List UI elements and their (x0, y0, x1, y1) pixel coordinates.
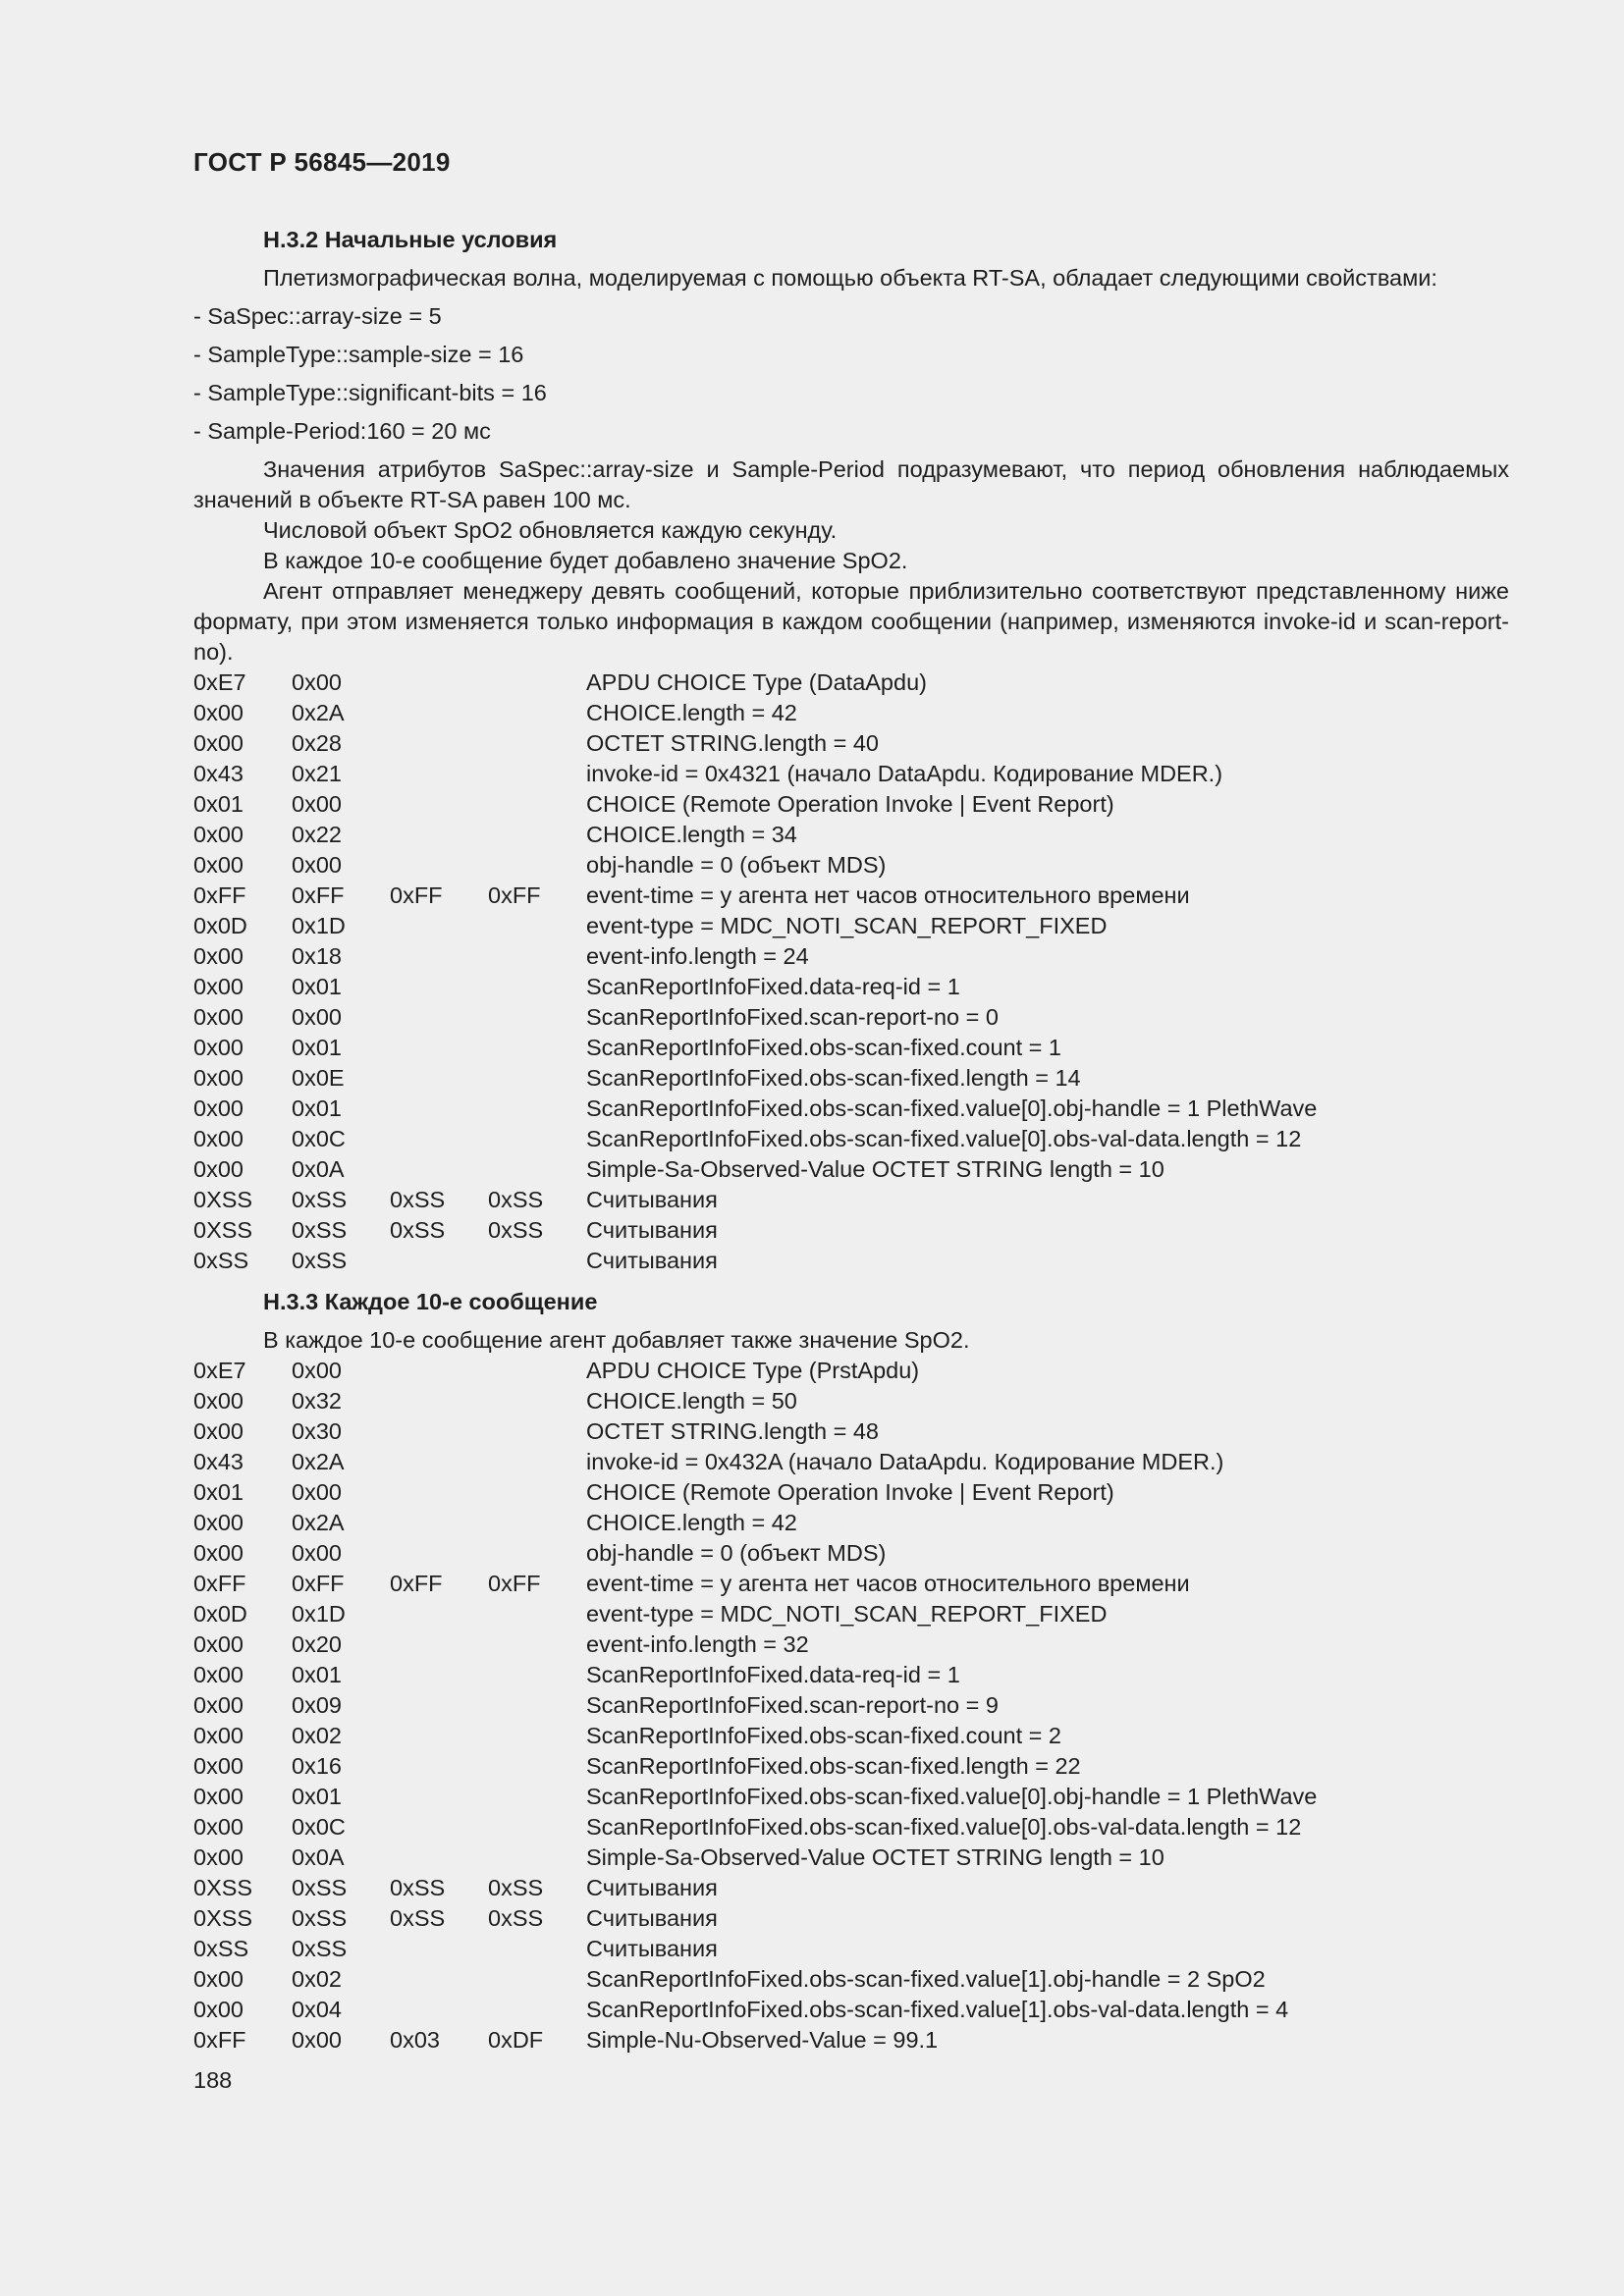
byte-value (390, 820, 488, 850)
byte-value (390, 1508, 488, 1538)
byte-row (193, 1569, 1509, 1599)
byte-value (390, 1995, 488, 2025)
byte-value (488, 1690, 586, 1721)
byte-value (488, 1508, 586, 1538)
byte-value: 0xFF (193, 882, 246, 908)
byte-description: CHOICE (Remote Operation Invoke | Event Report) (586, 791, 1114, 817)
byte-value: 0x00 (193, 1004, 244, 1030)
byte-description: obj-handle = 0 (объект MDS) (586, 1540, 887, 1566)
byte-description: obj-handle = 0 (объект MDS) (586, 852, 887, 878)
byte-value: 0x00 (193, 943, 244, 969)
byte-description: OCTET STRING.length = 40 (586, 730, 879, 756)
byte-value: 0xFF (292, 882, 345, 908)
byte-value (488, 1934, 586, 1964)
byte-row (193, 1873, 1509, 1903)
byte-value: 0x00 (193, 1784, 244, 1809)
byte-value (390, 1416, 488, 1447)
byte-value: 0xSS (390, 1217, 446, 1243)
byte-value: 0xSS (292, 1875, 348, 1900)
byte-value (488, 1538, 586, 1569)
byte-value: 0x00 (193, 1388, 244, 1414)
byte-description: event-time = у агента нет часов относительного времени (586, 882, 1190, 908)
byte-value (390, 1124, 488, 1154)
byte-value (390, 667, 488, 698)
byte-value: 0x03 (390, 2027, 440, 2053)
byte-value: 0x00 (193, 1418, 244, 1444)
byte-value (488, 789, 586, 820)
byte-value (488, 1033, 586, 1063)
byte-value: 0x01 (292, 1095, 342, 1121)
list-item: - SampleType::sample-size = 16 (193, 342, 524, 367)
byte-row (193, 1094, 1509, 1124)
byte-value: 0x01 (292, 974, 342, 999)
byte-value (488, 1063, 586, 1094)
byte-value (390, 1629, 488, 1660)
byte-row (193, 789, 1509, 820)
byte-row (193, 1660, 1509, 1690)
byte-value: 0x00 (193, 822, 244, 847)
byte-value: 0x00 (193, 1997, 244, 2022)
byte-row (193, 1629, 1509, 1660)
byte-row (193, 1447, 1509, 1477)
list-item: - SampleType::significant-bits = 16 (193, 380, 547, 405)
byte-row (193, 972, 1509, 1002)
byte-value: 0x02 (292, 1966, 342, 1992)
byte-value (390, 1063, 488, 1094)
byte-description: APDU CHOICE Type (DataApdu) (586, 669, 927, 695)
byte-value: 0x2A (292, 1449, 345, 1474)
byte-description: ScanReportInfoFixed.obs-scan-fixed.value[1].obj-handle = 2 SpO2 (586, 1966, 1266, 1992)
byte-value: 0x00 (193, 1753, 244, 1779)
byte-value: 0x16 (292, 1753, 342, 1779)
byte-row (193, 1842, 1509, 1873)
byte-value (390, 1356, 488, 1386)
byte-value: 0x00 (193, 1156, 244, 1182)
byte-value: 0xSS (488, 1875, 544, 1900)
intro-paragraph: Плетизмографическая волна, моделируемая с помощью объекта RT-SA, обладает следующими свойствами: (263, 265, 1437, 291)
byte-value: 0x00 (193, 1692, 244, 1718)
byte-value (390, 1002, 488, 1033)
paragraph: Значения атрибутов SaSpec::array-size и Sample-Period подразумевают, что период обновления наблюдаемых значений в объекте RT-SA равен 100 мс. (193, 456, 1509, 512)
byte-value: 0xFF (193, 1571, 246, 1596)
byte-value (488, 850, 586, 881)
byte-value (488, 667, 586, 698)
section-initial-conditions (193, 225, 1509, 1276)
byte-description: ScanReportInfoFixed.scan-report-no = 0 (586, 1004, 999, 1030)
byte-value: 0xSS (292, 1936, 348, 1961)
byte-value: 0xSS (292, 1187, 348, 1212)
byte-value: 0x00 (193, 1631, 244, 1657)
byte-value (488, 698, 586, 728)
paragraph: Числовой объект SpO2 обновляется каждую секунду. (263, 517, 838, 543)
byte-value (390, 1154, 488, 1185)
byte-value: 0xSS (488, 1187, 544, 1212)
byte-value: 0x0C (292, 1126, 346, 1151)
byte-value: 0xDF (488, 2027, 544, 2053)
byte-value: 0xFF (488, 1571, 541, 1596)
byte-value: 0x18 (292, 943, 342, 969)
byte-value (488, 1660, 586, 1690)
byte-row (193, 1477, 1509, 1508)
byte-description: Считывания (586, 1217, 718, 1243)
byte-value: 0x00 (292, 1540, 342, 1566)
byte-description: CHOICE.length = 42 (586, 700, 797, 725)
byte-description: ScanReportInfoFixed.obs-scan-fixed.value[1].obs-val-data.length = 4 (586, 1997, 1289, 2022)
byte-value: 0x00 (193, 1035, 244, 1060)
byte-value: 0xSS (292, 1905, 348, 1931)
byte-description: ScanReportInfoFixed.obs-scan-fixed.count = 1 (586, 1035, 1061, 1060)
byte-description: CHOICE.length = 42 (586, 1510, 797, 1535)
section-title: Н.3.2 Начальные условия (263, 227, 558, 252)
byte-value (390, 1538, 488, 1569)
byte-value (390, 850, 488, 881)
byte-table (193, 1356, 1509, 2056)
byte-value: 0xSS (193, 1248, 249, 1273)
byte-value (488, 1782, 586, 1812)
byte-row (193, 728, 1509, 759)
byte-value: 0x0A (292, 1844, 345, 1870)
byte-value: 0x21 (292, 761, 342, 786)
byte-description: ScanReportInfoFixed.obs-scan-fixed.value[0].obj-handle = 1 PlethWave (586, 1095, 1318, 1121)
byte-value: 0x0A (292, 1156, 345, 1182)
byte-value: 0xSS (390, 1905, 446, 1931)
byte-value: 0xFF (292, 1571, 345, 1596)
byte-description: ScanReportInfoFixed.obs-scan-fixed.length = 14 (586, 1065, 1081, 1091)
byte-value: 0XSS (193, 1187, 253, 1212)
byte-value (390, 1934, 488, 1964)
byte-description: event-time = у агента нет часов относительного времени (586, 1571, 1190, 1596)
byte-row (193, 1751, 1509, 1782)
byte-description: Считывания (586, 1936, 718, 1961)
byte-value (390, 1782, 488, 1812)
byte-value: 0x00 (292, 791, 342, 817)
paragraph: В каждое 10-е сообщение будет добавлено значение SpO2. (263, 548, 908, 573)
byte-value (488, 1842, 586, 1873)
byte-row (193, 1033, 1509, 1063)
byte-value (488, 1416, 586, 1447)
byte-description: CHOICE.length = 50 (586, 1388, 797, 1414)
byte-value (390, 1599, 488, 1629)
byte-value (390, 759, 488, 789)
byte-description: APDU CHOICE Type (PrstApdu) (586, 1358, 920, 1383)
byte-value (488, 941, 586, 972)
section-every-10th-message (193, 1287, 1509, 2056)
byte-value: 0x00 (193, 700, 244, 725)
byte-value (390, 698, 488, 728)
byte-row (193, 1599, 1509, 1629)
byte-value: 0x28 (292, 730, 342, 756)
byte-value (488, 1477, 586, 1508)
byte-value: 0xE7 (193, 669, 246, 695)
byte-value: 0xFF (390, 1571, 443, 1596)
byte-value (390, 1447, 488, 1477)
byte-row (193, 1508, 1509, 1538)
byte-row (193, 1185, 1509, 1215)
byte-value (488, 1629, 586, 1660)
byte-value: 0x00 (292, 1479, 342, 1505)
byte-row (193, 1934, 1509, 1964)
byte-row (193, 881, 1509, 911)
byte-value (390, 1690, 488, 1721)
byte-value: 0x00 (292, 1358, 342, 1383)
byte-value: 0x01 (193, 1479, 244, 1505)
byte-value (488, 911, 586, 941)
byte-value: 0x1D (292, 1601, 346, 1627)
byte-value: 0x01 (292, 1035, 342, 1060)
byte-value: 0x43 (193, 761, 244, 786)
byte-value: 0x00 (193, 852, 244, 878)
byte-value: 0x02 (292, 1723, 342, 1748)
byte-value: 0xSS (292, 1248, 348, 1273)
byte-value (390, 1477, 488, 1508)
byte-value: 0xFF (488, 882, 541, 908)
byte-value: 0XSS (193, 1875, 253, 1900)
page-number: 188 (193, 2067, 233, 2093)
byte-value: 0x00 (193, 1065, 244, 1091)
byte-value: 0x01 (193, 791, 244, 817)
byte-value: 0x43 (193, 1449, 244, 1474)
byte-description: OCTET STRING.length = 48 (586, 1418, 879, 1444)
byte-value (488, 1964, 586, 1995)
byte-value (488, 1721, 586, 1751)
byte-value (390, 1751, 488, 1782)
byte-row (193, 1903, 1509, 1934)
byte-row (193, 911, 1509, 941)
byte-value (390, 728, 488, 759)
byte-row (193, 1356, 1509, 1386)
byte-value: 0xSS (390, 1875, 446, 1900)
byte-description: CHOICE.length = 34 (586, 822, 797, 847)
byte-description: event-type = MDC_NOTI_SCAN_REPORT_FIXED (586, 913, 1108, 938)
byte-value: 0x22 (292, 822, 342, 847)
byte-value (390, 1246, 488, 1276)
byte-value: 0x00 (292, 2027, 342, 2053)
byte-value: 0xSS (488, 1905, 544, 1931)
byte-value: 0x04 (292, 1997, 342, 2022)
byte-value: 0x00 (193, 1540, 244, 1566)
byte-description: ScanReportInfoFixed.obs-scan-fixed.value[0].obj-handle = 1 PlethWave (586, 1784, 1318, 1809)
byte-value: 0x0D (193, 913, 247, 938)
byte-description: invoke-id = 0x432A (начало DataApdu. Кодирование MDER.) (586, 1449, 1224, 1474)
byte-value: 0x01 (292, 1662, 342, 1687)
byte-value: 0x01 (292, 1784, 342, 1809)
byte-value: 0x00 (193, 1844, 244, 1870)
byte-row (193, 2025, 1509, 2056)
byte-value: 0x00 (292, 852, 342, 878)
byte-description: Считывания (586, 1905, 718, 1931)
byte-value: 0x32 (292, 1388, 342, 1414)
byte-value: 0xSS (390, 1187, 446, 1212)
byte-value (390, 1660, 488, 1690)
byte-description: event-info.length = 24 (586, 943, 809, 969)
byte-row (193, 1124, 1509, 1154)
byte-row (193, 1782, 1509, 1812)
byte-value: 0x09 (292, 1692, 342, 1718)
byte-value (488, 972, 586, 1002)
byte-value: 0x00 (292, 669, 342, 695)
byte-value: 0xSS (193, 1936, 249, 1961)
byte-value (488, 1751, 586, 1782)
byte-value (390, 1386, 488, 1416)
byte-value: 0x00 (193, 1662, 244, 1687)
byte-description: Считывания (586, 1248, 718, 1273)
byte-value: 0x0E (292, 1065, 345, 1091)
byte-value: 0x1D (292, 913, 346, 938)
byte-value: 0xSS (292, 1217, 348, 1243)
byte-description: ScanReportInfoFixed.data-req-id = 1 (586, 1662, 960, 1687)
byte-row (193, 1690, 1509, 1721)
byte-row (193, 1964, 1509, 1995)
byte-row (193, 1721, 1509, 1751)
byte-row (193, 1386, 1509, 1416)
section-title: Н.3.3 Каждое 10-е сообщение (263, 1289, 598, 1314)
list-item: - Sample-Period:160 = 20 мс (193, 418, 491, 444)
byte-value (488, 1094, 586, 1124)
byte-row (193, 1002, 1509, 1033)
byte-row (193, 1063, 1509, 1094)
byte-description: event-type = MDC_NOTI_SCAN_REPORT_FIXED (586, 1601, 1108, 1627)
byte-value: 0x00 (193, 1095, 244, 1121)
byte-description: ScanReportInfoFixed.obs-scan-fixed.value[0].obs-val-data.length = 12 (586, 1126, 1302, 1151)
paragraph: Агент отправляет менеджеру девять сообщений, которые приблизительно соответствуют представленному ниже формату, при этом изменяется только информация в каждом сообщении (например, изменяются invoke-id и scan-report-no). (193, 578, 1509, 665)
document-header: ГОСТ Р 56845—2019 (193, 147, 451, 177)
byte-value: 0x00 (193, 1126, 244, 1151)
byte-row (193, 1995, 1509, 2025)
byte-row (193, 1812, 1509, 1842)
byte-value: 0x00 (193, 974, 244, 999)
byte-row (193, 698, 1509, 728)
byte-row (193, 1416, 1509, 1447)
byte-value (390, 1842, 488, 1873)
byte-table (193, 667, 1509, 1276)
byte-value (488, 728, 586, 759)
byte-value (390, 789, 488, 820)
intro-paragraph: В каждое 10-е сообщение агент добавляет также значение SpO2. (263, 1327, 970, 1353)
byte-value (390, 941, 488, 972)
byte-value (390, 1964, 488, 1995)
byte-value (488, 1447, 586, 1477)
byte-value (488, 820, 586, 850)
byte-value: 0xFF (390, 882, 443, 908)
byte-description: event-info.length = 32 (586, 1631, 809, 1657)
byte-row (193, 941, 1509, 972)
byte-value: 0x00 (292, 1004, 342, 1030)
byte-value (390, 1721, 488, 1751)
byte-value: 0XSS (193, 1217, 253, 1243)
byte-value (390, 1812, 488, 1842)
byte-row (193, 820, 1509, 850)
byte-value: 0x00 (193, 730, 244, 756)
byte-row (193, 1538, 1509, 1569)
byte-value: 0x00 (193, 1723, 244, 1748)
byte-row (193, 1154, 1509, 1185)
byte-value (488, 1812, 586, 1842)
byte-value: 0x30 (292, 1418, 342, 1444)
byte-value: 0x00 (193, 1966, 244, 1992)
byte-value: 0x0C (292, 1814, 346, 1840)
byte-value: 0xE7 (193, 1358, 246, 1383)
byte-value (390, 911, 488, 941)
byte-value (488, 1246, 586, 1276)
byte-value (390, 1033, 488, 1063)
byte-value: 0x00 (193, 1814, 244, 1840)
byte-value (488, 1599, 586, 1629)
byte-value: 0xFF (193, 2027, 246, 2053)
list-item: - SaSpec::array-size = 5 (193, 303, 442, 329)
byte-value: 0XSS (193, 1905, 253, 1931)
byte-row (193, 759, 1509, 789)
byte-value (488, 1356, 586, 1386)
byte-value: 0x20 (292, 1631, 342, 1657)
byte-description: CHOICE (Remote Operation Invoke | Event Report) (586, 1479, 1114, 1505)
byte-value: 0x2A (292, 1510, 345, 1535)
byte-value: 0x00 (193, 1510, 244, 1535)
byte-value: 0xSS (488, 1217, 544, 1243)
byte-description: ScanReportInfoFixed.obs-scan-fixed.length = 22 (586, 1753, 1081, 1779)
byte-description: Simple-Sa-Observed-Value OCTET STRING length = 10 (586, 1156, 1164, 1182)
byte-description: Simple-Nu-Observed-Value = 99.1 (586, 2027, 939, 2053)
byte-row (193, 667, 1509, 698)
byte-value (390, 1094, 488, 1124)
byte-row (193, 1246, 1509, 1276)
byte-value (488, 1995, 586, 2025)
byte-value (390, 972, 488, 1002)
byte-description: Считывания (586, 1187, 718, 1212)
byte-description: ScanReportInfoFixed.scan-report-no = 9 (586, 1692, 999, 1718)
byte-value: 0x2A (292, 700, 345, 725)
byte-description: invoke-id = 0x4321 (начало DataApdu. Кодирование MDER.) (586, 761, 1223, 786)
byte-row (193, 1215, 1509, 1246)
byte-value (488, 759, 586, 789)
byte-value (488, 1154, 586, 1185)
byte-value (488, 1124, 586, 1154)
byte-row (193, 850, 1509, 881)
byte-description: ScanReportInfoFixed.obs-scan-fixed.value[0].obs-val-data.length = 12 (586, 1814, 1302, 1840)
byte-description: ScanReportInfoFixed.obs-scan-fixed.count = 2 (586, 1723, 1061, 1748)
byte-description: Считывания (586, 1875, 718, 1900)
byte-description: Simple-Sa-Observed-Value OCTET STRING length = 10 (586, 1844, 1164, 1870)
byte-description: ScanReportInfoFixed.data-req-id = 1 (586, 974, 960, 999)
byte-value (488, 1386, 586, 1416)
byte-value (488, 1002, 586, 1033)
byte-value: 0x0D (193, 1601, 247, 1627)
